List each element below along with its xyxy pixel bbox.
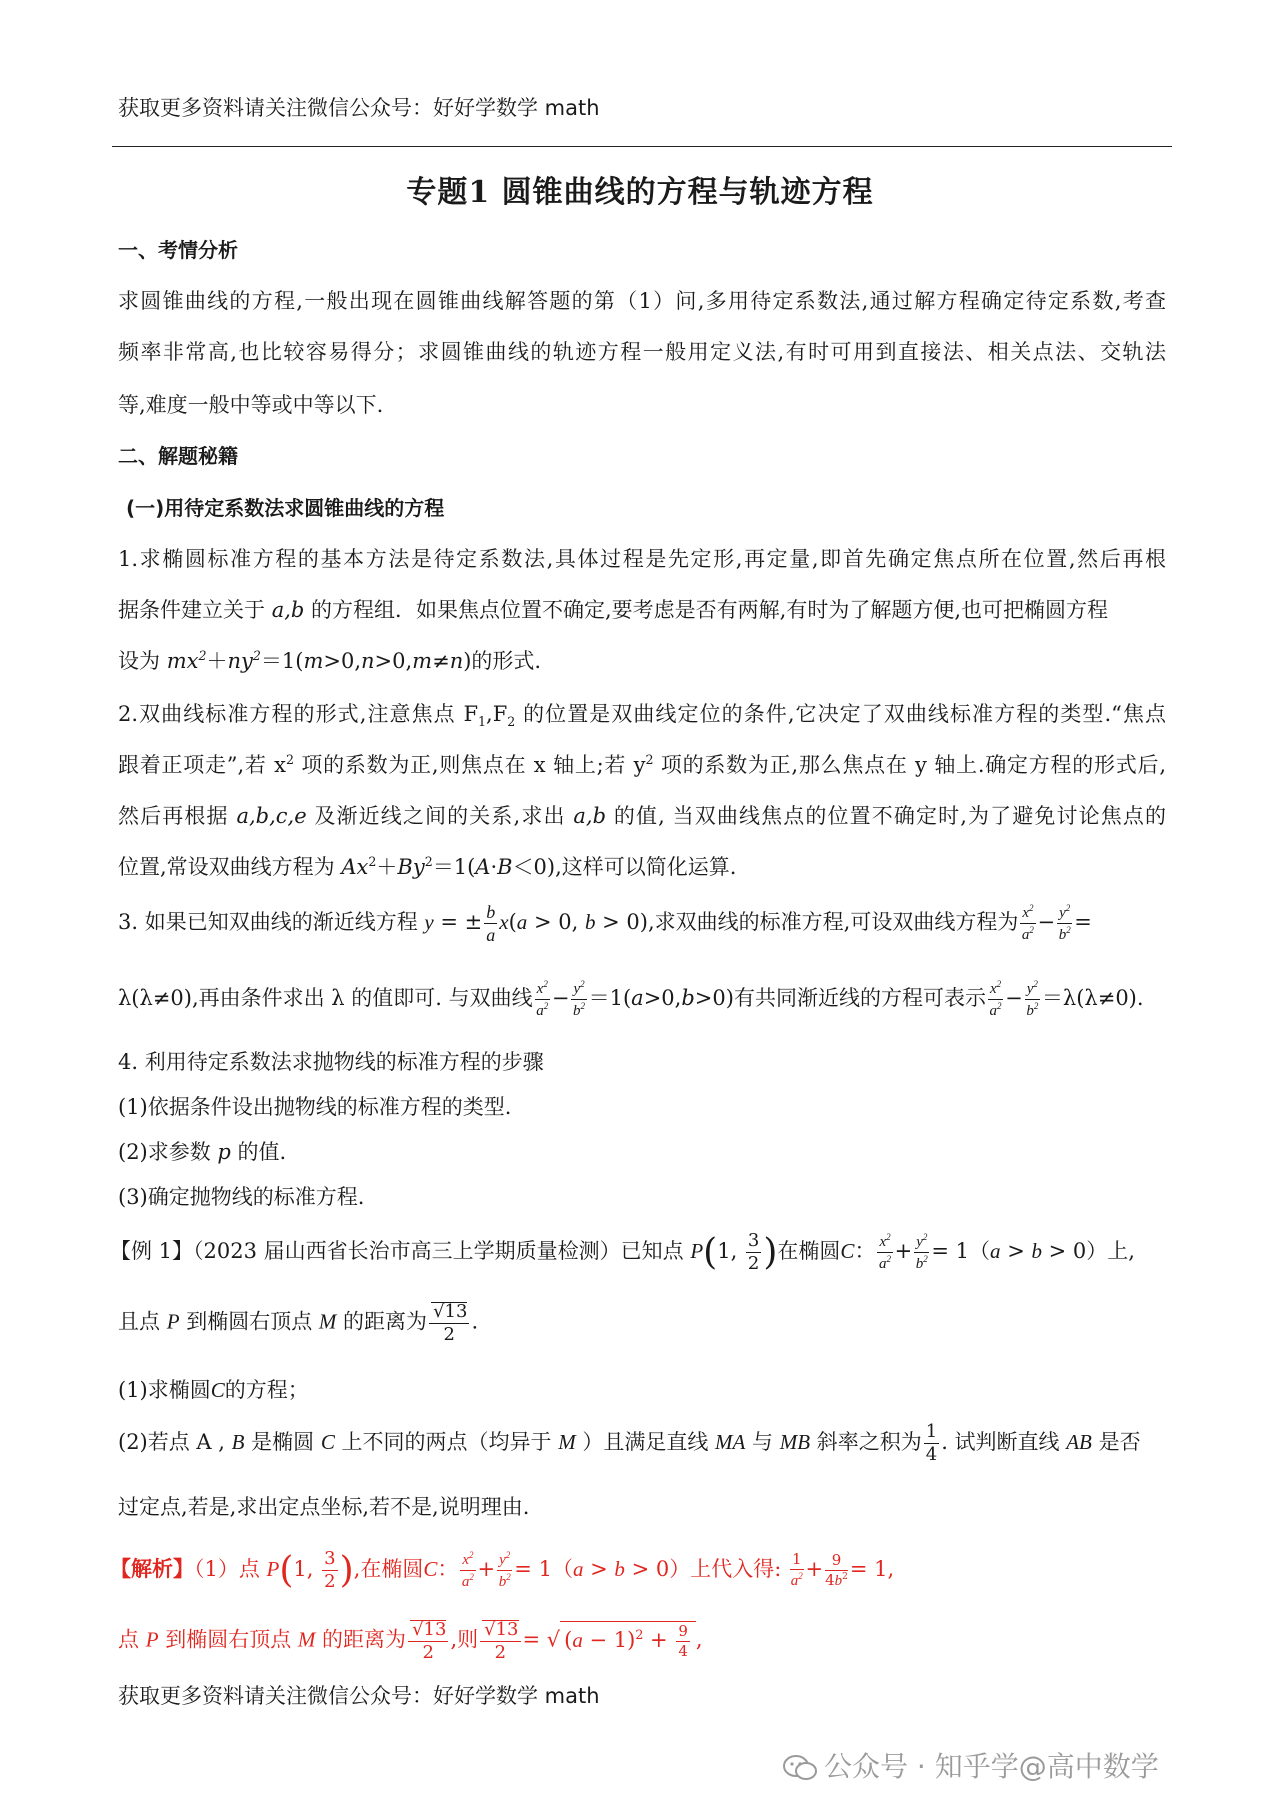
p1-line-2: 据条件建立关于 a,b 的方程组．如果焦点位置不确定,要考虑是否有两解,有时为了解题方便,也可把椭圆方程 bbox=[118, 598, 1109, 622]
analysis-line-1: 求圆锥曲线的方程,一般出现在圆锥曲线解答题的第（1）问,多用待定系数法,通过解方程确定待定系数,考查 bbox=[118, 289, 1166, 313]
p4-line-2: (1)依据条件设出抛物线的标准方程的类型. bbox=[118, 1095, 512, 1119]
header-note: 获取更多资料请关注微信公众号：好好学数学 math bbox=[118, 96, 600, 120]
p4-line-3: (2)求参数 p 的值. bbox=[118, 1140, 287, 1164]
solution-line-1: 【解析】（1）点 P(1, $\frac{3}{2}$ ),在椭圆C： $\frac{x^2}{a^2}$ + $\frac{y^2}{b^2}$ = 1（a > b > 0）上代入得: $\frac{1}{a^2}$ + $\frac{9}{4b^2}$ = 1, bbox=[110, 1548, 895, 1592]
page-title: 专题1 圆锥曲线的方程与轨迹方程 bbox=[406, 175, 874, 210]
example-question-1: (1)求椭圆C的方程； bbox=[118, 1378, 309, 1402]
example-question-2: (2)若点 A , B 是椭圆 C 上不同的两点（均异于 M ）且满足直线 MA 与 MB 斜率之积为 $\frac{1}{4}$ . 试判断直线 AB 是否 bbox=[118, 1421, 1141, 1465]
p2-line-2: 跟着正项走”,若 $x^2$ 项的系数为正,则焦点在 x 轴上;若 $y^2$ 项的系数为正,那么焦点在 y 轴上.确定方程的形式后, bbox=[118, 752, 1166, 777]
analysis-line-2: 频率非常高,也比较容易得分；求圆锥曲线的轨迹方程一般用定义法,有时可用到直接法、相关点法、交轨法 bbox=[118, 340, 1166, 364]
p3-line-2: λ(λ≠0),再由条件求出 λ 的值即可. 与双曲线 $\frac{x^2}{a^2}$ − $\frac{y^2}{b^2}$ ＝1(a>0,b>0)有共同渐近线的方程可表示 $\frac{x^2}{a^2}$ − $\frac{y^2}{b^2}$ ＝λ(λ≠0). bbox=[118, 979, 1144, 1019]
p4-line-4: (3)确定抛物线的标准方程. bbox=[118, 1185, 365, 1209]
wechat-icon bbox=[782, 1754, 818, 1782]
p2-line-4: 位置,常设双曲线方程为 $Ax^2+By^2=1(A\cdot B<0)$,这样可以简化运算. bbox=[118, 854, 737, 879]
p2-line-3: 然后再根据 a,b,c,e 及渐近线之间的关系,求出 a,b 的值, 当双曲线焦点的位置不确定时,为了避免讨论焦点的 bbox=[118, 804, 1166, 828]
p1-line-1: 1.求椭圆标准方程的基本方法是待定系数法,具体过程是先定形,再定量,即首先确定焦点所在位置,然后再根 bbox=[118, 547, 1166, 571]
p4-line-1: 4. 利用待定系数法求抛物线的标准方程的步骤 bbox=[118, 1050, 544, 1074]
subsection-heading: (一)用待定系数法求圆锥曲线的方程 bbox=[126, 496, 445, 520]
p2-line-1: 2.双曲线标准方程的形式,注意焦点 $F_1,F_2$ 的位置是双曲线定位的条件,它决定了双曲线标准方程的类型.“焦点 bbox=[118, 702, 1166, 730]
watermark: 公众号 · 知乎学@高中数学 bbox=[782, 1745, 1159, 1785]
solution-line-2: 点 P 到椭圆右顶点 M 的距离为 $\frac{√13}{2}$ ,则 $\frac{√13}{2}$ = √ $(a - 1)^2$ + $\frac{9}{4}$ , bbox=[118, 1619, 703, 1663]
example-line-2: 且点 P 到椭圆右顶点 M 的距离为 $\frac{√13}{2}$ . bbox=[118, 1301, 479, 1345]
header-rule bbox=[112, 146, 1172, 147]
section-heading-tips: 二、解题秘籍 bbox=[118, 444, 238, 468]
p1-line-3: 设为 $mx^2+ny^2=1(m>0,n>0,m\ne n)$的形式. bbox=[118, 648, 542, 673]
example-line-1: 【例 1】（2023 届山西省长治市高三上学期质量检测）已知点 P(1, $\frac{3}{2}$ )在椭圆C： $\frac{x^2}{a^2}$ + $\frac{y^2}{b^2}$ = 1（a > b > 0）上, bbox=[110, 1230, 1135, 1274]
analysis-line-3: 等,难度一般中等或中等以下. bbox=[118, 393, 384, 417]
section-heading-analysis: 一、考情分析 bbox=[118, 238, 238, 262]
footer-note: 获取更多资料请关注微信公众号：好好学数学 math bbox=[118, 1684, 600, 1708]
example-question-2-cont: 过定点,若是,求出定点坐标,若不是,说明理由. bbox=[118, 1495, 530, 1519]
p3-line-1: 3. 如果已知双曲线的渐近线方程 y = ± $\frac{b}{a}$ x(a > 0, b > 0),求双曲线的标准方程,可设双曲线方程为 $\frac{x^2}{a^2}$ − $\frac{y^2}{b^2}$ = bbox=[118, 902, 1092, 945]
